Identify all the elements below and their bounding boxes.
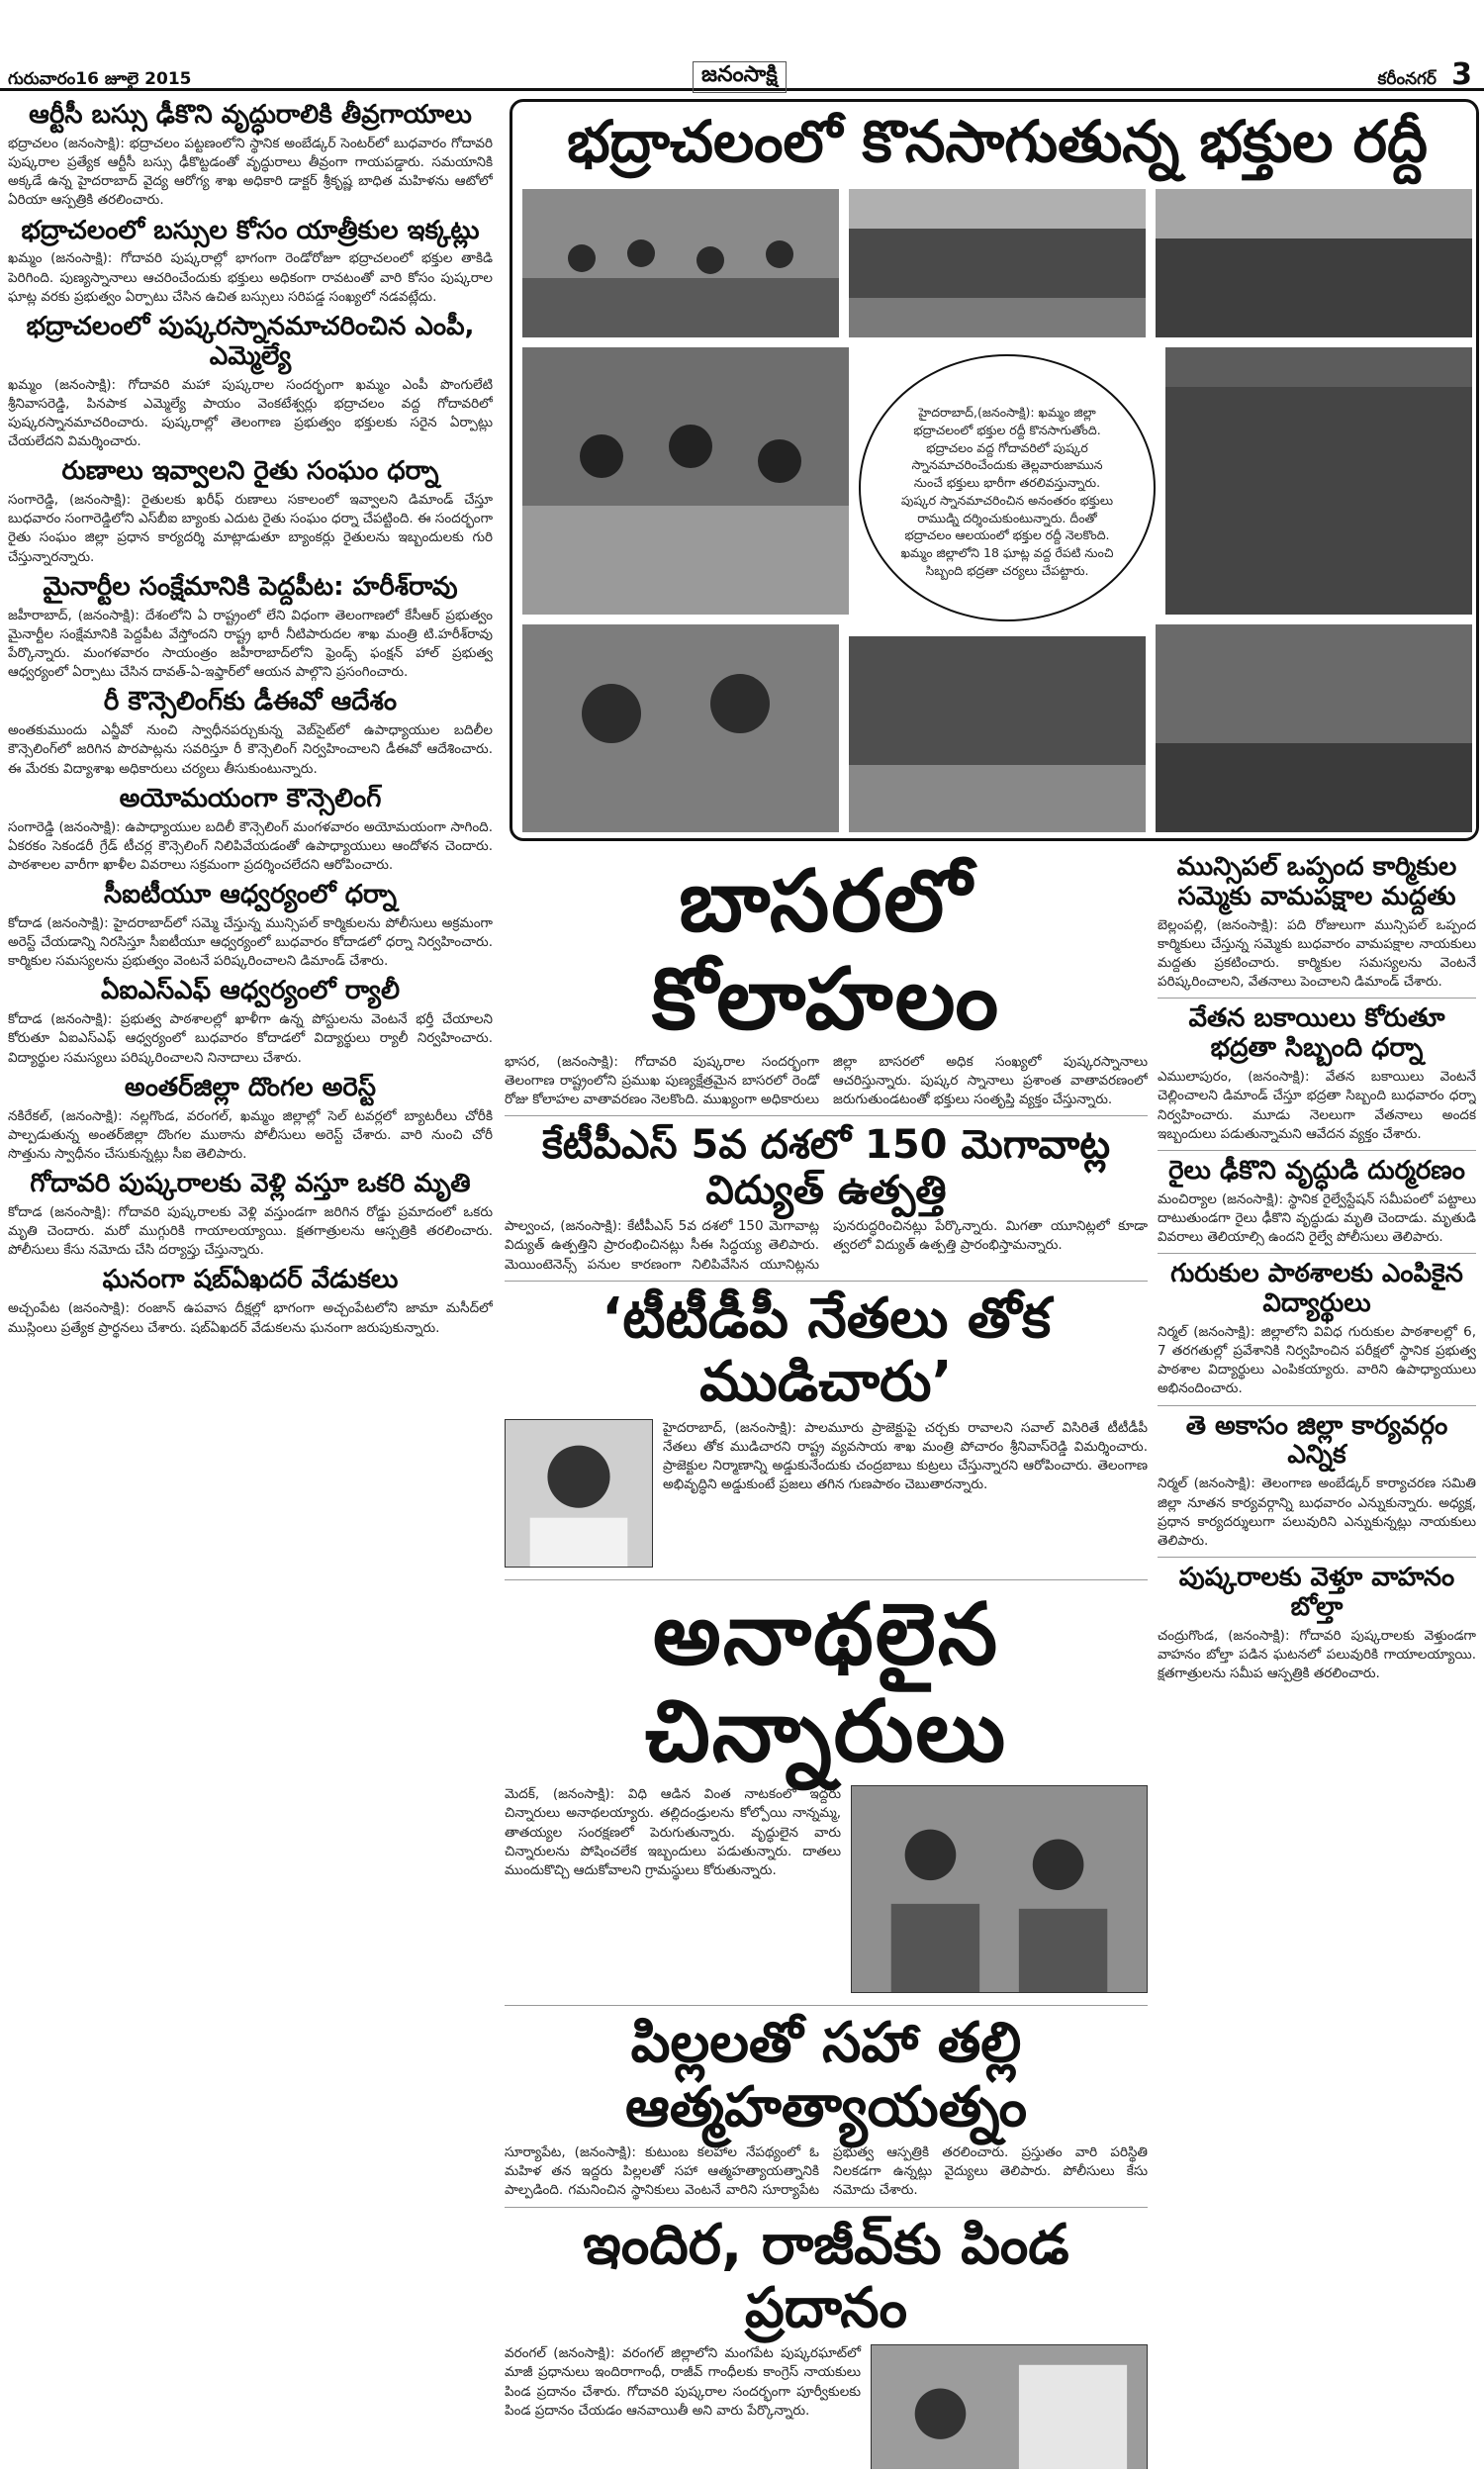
article — [1158, 1004, 1476, 1143]
photo-women-devotees — [522, 624, 839, 832]
photo-crowd-stairs — [1165, 347, 1472, 615]
article-body: భాసర, (జనంసాక్షి): గోదావరి పుష్కరాల సందర్భంగా తెలంగాణ రాష్ట్రంలోని ప్రముఖ పుణ్యక్షేత్రమైన బాసరలో రెండో రోజు కోలాహల వాతావరణం నెలకొంది. ముఖ్యంగా అధికారులు జిల్లా బాసరలో అధిక సంఖ్యలో పుష్కరస్నానాలు ఆచరిస్తున్నారు. పుష్కర స్నానాలు ప్రశాంత వాతావరణంలో జరుగుతుండటంతో భక్తులు సంతృప్తి వ్యక్తం చేస్తున్నారు. — [505, 1053, 1148, 1108]
article-headline: ఇందిర, రాజీవ్‌కు పిండ ప్రదానం — [583, 2212, 1069, 2340]
article-body: వరంగల్ (జనంసాక్షి): వరంగల్ జిల్లాలోని మంగపేట పుష్కరఘాట్‌లో మాజీ ప్రధానులు ఇందిరాగాంధీ, రాజీవ్ గాంధీలకు కాంగ్రెస్ నాయకులు పిండ ప్రదానం చేశారు. గోదావరి పుష్కరాల సందర్భంగా పూర్వీకులకు పిండ ప్రదానం చేయడం ఆనవాయితీ అని వారు పేర్కొన్నారు. — [505, 2345, 861, 2419]
article-body: కోదాడ (జనంసాక్షి): ప్రభుత్వ పాఠశాలల్లో ఖాళీగా ఉన్న పోస్టులను వెంటనే భర్తీ చేయాలని కోరుతూ ఏఐఎస్ఎఫ్ ఆధ్వర్యంలో బుధవారం కోదాడలో విద్యార్థులు ర్యాలీ నిర్వహించారు. విద్యార్థుల సమస్యలు పరిష్కరించాలని నినాదాలు చేశారు. — [8, 1011, 493, 1066]
article-headline: రీ కౌన్సెలింగ్‌కు డీఈవో ఆదేశం — [103, 687, 398, 717]
article-headline: సీఐటీయూ ఆధ్వర్యంలో ధర్నా — [104, 880, 397, 910]
article-body: భద్రాచలం (జనంసాక్షి): భద్రాచలం పట్టణంలోని స్థానిక అంబేడ్కర్ సెంటర్‌లో బుధవారం గోదావరి పుష్కరాల ప్రత్యేక ఆర్టీసీ బస్సు ఢీకొట్టడంతో వృద్ధురాలు తీవ్రంగా గాయపడ్డారు. సమయానికి అక్కడే ఉన్న హైదరాబాద్ వైద్య ఆరోగ్య శాఖ అధికారి డాక్టర్ శ్రీకృష్ణ బాధిత మహిళను ఆటోలో ఏరియా ఆస్పత్రికి తరలించారు. — [8, 135, 493, 209]
left-column — [8, 99, 493, 2469]
article — [8, 977, 493, 1067]
article-headline: రుణాలు ఇవ్వాలని రైతు సంఘం ధర్నా — [61, 456, 439, 487]
feature-caption-oval — [859, 354, 1156, 621]
masthead — [0, 0, 1484, 91]
article-headline: గురుకుల పాఠశాలకు ఎంపికైన విద్యార్థులు — [1170, 1259, 1463, 1319]
article-body: అచ్చంపేట (జనంసాక్షి): రంజాన్ ఉపవాస దీక్షల్లో భాగంగా అచ్చంపేటలోని జామా మసీద్‌లో ముస్లింలు ప్రత్యేక ప్రార్థనలు చేశారు. షబ్‌ఏఖదర్ వేడుకలను ఘనంగా జరుపుకున్నారు. — [8, 1300, 493, 1336]
article-headline: పిల్లలతో సహా తల్లి ఆత్మహత్యాయత్నం — [625, 2011, 1027, 2140]
feature-photo-box — [510, 99, 1479, 841]
article — [8, 1266, 493, 1337]
article-body: నిర్మల్ (జనంసాక్షి): జిల్లాలోని వివిధ గురుకుల పాఠశాలల్లో 6, 7 తరగతుల్లో ప్రవేశానికి నిర్వహించిన పరీక్షలో స్థానిక ప్రభుత్వ పాఠశాల విద్యార్థులు ఎంపికయ్యారు. వారిని ఉపాధ్యాయులు అభినందించారు. — [1158, 1323, 1476, 1397]
article — [8, 1170, 493, 1260]
divider — [1158, 1150, 1476, 1151]
article-headline: కేటీపీఎస్ 5వ దశలో 150 మెగావాట్ల విద్యుత్ ఉత్పత్తి — [541, 1122, 1111, 1214]
feature-headline: భద్రాచలంలో కొనసాగుతున్న భక్తుల రద్దీ — [567, 108, 1428, 175]
article-headline: అయోమయంగా కౌన్సెలింగ్ — [119, 783, 382, 813]
issue-date: గురువారం16 జూలై 2015 — [8, 69, 192, 89]
article-body: బెల్లంపల్లి, (జనంసాక్షి): పది రోజులుగా మున్సిపల్ ఒప్పంద కార్మికులు చేస్తున్న సమ్మెకు బుధవారం వామపక్షాల నాయకులు మద్దతు ప్రకటించారు. కార్మికుల సమస్యలను వెంటనే పరిష్కరించాలని, వేతనాలు పెంచాలని డిమాండ్ చేశారు. — [1158, 916, 1476, 991]
article — [1158, 1564, 1476, 1683]
article-body: చంద్రుగొండ, (జనంసాక్షి): గోదావరి పుష్కరాలకు వెళ్తుండగా వాహనం బోల్తా పడిన ఘటనలో పలువురికి గాయాలయ్యాయి. క్షతగాత్రులను సమీప ఆస్పత్రికి తరలించారు. — [1158, 1627, 1476, 1682]
article-body: మంచిర్యాల (జనంసాక్షి): స్థానిక రైల్వేస్టేషన్ సమీపంలో పట్టాలు దాటుతుండగా రైలు ఢీకొని వృద్ధుడు మృతి చెందాడు. మృతుడి వివరాలు తెలియాల్సి ఉందని రైల్వే పోలీసులు తెలిపారు. — [1158, 1190, 1476, 1246]
article — [8, 457, 493, 567]
article-headline: తె అకాసం జిల్లా కార్యవర్గం ఎన్నిక — [1185, 1410, 1448, 1471]
divider — [1158, 1557, 1476, 1558]
article — [8, 101, 493, 211]
article — [8, 217, 493, 307]
article-headline: రైలు ఢీకొని వృద్ధుడి దుర్మరణం — [1168, 1155, 1465, 1186]
article-body: నిర్మల్ (జనంసాక్షి): తెలంగాణ అంబేడ్కర్ కార్యాచరణ సమితి జిల్లా నూతన కార్యవర్గాన్ని బుధవారం ఎన్నుకున్నారు. అధ్యక్ష, ప్రధాన కార్యదర్శులుగా పలువురిని ఎన్నుకున్నట్లు నాయకులు తెలిపారు. — [1158, 1475, 1476, 1549]
article-body: జహీరాబాద్, (జనంసాక్షి): దేశంలోని ఏ రాష్ట్రంలో లేని విధంగా తెలంగాణలో కేసీఆర్ ప్రభుత్వం మైనార్టీల సంక్షేమానికి పెద్దపీట వేస్తోందని రాష్ట్ర భారీ నీటిపారుదల శాఖ మంత్రి టి.హరీశ్‌రావు పేర్కొన్నారు. మంగళవారం సాయంత్రం జహీరాబాద్‌లోని ఫ్రెండ్స్ ఫంక్షన్ హాల్ ప్రభుత్వ ఆధ్వర్యంలో ఏర్పాటు చేసిన దావత్-ఏ-ఇఫ్తార్‌లో ఆయన పాల్గొని ప్రసంగించారు. — [8, 607, 493, 681]
middle-column — [505, 851, 1148, 2469]
article-body: కోదాడ (జనంసాక్షి): హైదరాబాద్‌లో సమ్మె చేస్తున్న మున్సిపల్ కార్మికులను పోలీసులు అక్రమంగా అరెస్ట్ చేయడాన్ని నిరసిస్తూ సీఐటీయూ ఆధ్వర్యంలో బుధవారం కోదాడలో ధర్నా నిర్వహించారు. కార్మికుల సమస్యలను ప్రభుత్వం వెంటనే పరిష్కరించాలని డిమాండ్ చేశారు. — [8, 914, 493, 970]
article — [1158, 853, 1476, 992]
photo-pilgrims — [1156, 624, 1472, 832]
photo-orphan-children — [851, 1785, 1148, 1993]
article-headline: మైనార్టీల సంక్షేమానికి పెద్దపీట: హరీశ్‌రావు — [43, 571, 458, 602]
article — [8, 688, 493, 778]
divider — [505, 2005, 1148, 2006]
article-headline: వేతన బకాయిలు కోరుతూ భద్రతా సిబ్బంది ధర్నా — [1188, 1003, 1445, 1064]
article-body: సంగారెడ్డి, (జనంసాక్షి): రైతులకు ఖరీఫ్ రుణాలు సకాలంలో ఇవ్వాలని డిమాండ్ చేస్తూ బుధవారం సంగారెడ్డిలోని ఎస్‌బీఐ బ్యాంకు ఎదుట రైతు సంఘం ధర్నా చేపట్టింది. ఈ సందర్భంగా రైతు సంఘం జిల్లా ప్రధాన కార్యదర్శి మాట్లాడుతూ బ్యాంకర్లు రైతులను ఇబ్బందులకు గురి చేస్తున్నారన్నారు. — [8, 492, 493, 565]
article — [1158, 1157, 1476, 1247]
article — [505, 1122, 1148, 1274]
article — [8, 1074, 493, 1164]
article-body: ఎములాపురం, (జనంసాక్షి): వేతన బకాయిలు వెంటనే చెల్లించాలని డిమాండ్ చేస్తూ భద్రతా సిబ్బంది బుధవారం ధర్నా నిర్వహించారు. మూడు నెలలుగా వేతనాలు అందక ఇబ్బందులు పడుతున్నామని ఆవేదన వ్యక్తం చేశారు. — [1158, 1069, 1476, 1142]
article — [505, 1287, 1148, 1573]
article — [8, 313, 493, 451]
divider — [505, 1579, 1148, 1580]
newspaper-logo: జనంసాక్షి — [693, 61, 787, 93]
article — [8, 881, 493, 971]
article-headline: మున్సిపల్ ఒప్పంద కార్మికుల సమ్మెకు వామపక్షాల మద్దతు — [1176, 852, 1457, 911]
article-headline: అనాథలైన చిన్నారులు — [644, 1584, 1008, 1782]
divider — [505, 1115, 1148, 1116]
photo-pinda-pradanam — [871, 2344, 1148, 2469]
article-body: హైదరాబాద్, (జనంసాక్షి): పాలమూరు ప్రాజెక్టుపై చర్చకు రావాలని సవాల్ విసిరితే టీటీడీపీ నేతలు తోక ముడిచారని రాష్ట్ర వ్యవసాయ శాఖ మంత్రి పోచారం శ్రీనివాస్‌రెడ్డి విమర్శించారు. ప్రాజెక్టుల నిర్మాణాన్ని అడ్డుకునేందుకు చంద్రబాబు కుట్రలు చేస్తున్నారని ఆరోపించారు. తెలంగాణ అభివృద్ధిని అడ్డుకుంటే ప్రజలు తగిన గుణపాఠం చెబుతారన్నారు. — [663, 1419, 1148, 1492]
article — [8, 785, 493, 875]
article-headline: అంతర్‌జిల్లా దొంగల అరెస్ట్ — [124, 1072, 377, 1102]
article-body: ఖమ్మం (జనంసాక్షి): గోదావరి మహా పుష్కరాల సందర్భంగా ఖమ్మం ఎంపీ పొంగులేటి శ్రీనివాసరెడ్డి, పినపాక ఎమ్మెల్యే పాయం వెంకటేశ్వర్లు భద్రాచలం వద్ద గోదావరిలో పుష్కరస్నానమాచరించారు. పుష్కరాల్లో తెలంగాణ ప్రభుత్వం భక్తులకు సరైన ఏర్పాట్లు చేయలేదని విమర్శించారు. — [8, 376, 493, 450]
article-headline: ఘనంగా షబ్‌ఏఖదర్ వేడుకలు — [102, 1265, 399, 1295]
photo-rituals — [522, 347, 849, 615]
divider — [1158, 1253, 1476, 1254]
article — [505, 1586, 1148, 2000]
photo-politician — [505, 1419, 653, 1568]
article-headline: బాసరలో కోలాహలం — [651, 852, 1001, 1049]
article — [505, 2214, 1148, 2469]
right-column — [1158, 851, 1476, 2469]
photo-river-crowd — [849, 189, 1146, 337]
divider — [505, 1281, 1148, 1282]
article — [8, 573, 493, 683]
article-body: కోదాడ (జనంసాక్షి): గోదావరి పుష్కరాలకు వెళ్లి వస్తుండగా జరిగిన రోడ్డు ప్రమాదంలో ఒకరు మృతి చెందారు. మరో ముగ్గురికి గాయాలయ్యాయి. క్షతగాత్రులను ఆస్పత్రికి తరలించారు. పోలీసులు కేసు నమోదు చేసి దర్యాప్తు చేస్తున్నారు. — [8, 1204, 493, 1259]
photo-bathing-crowd — [849, 636, 1146, 832]
divider — [505, 2207, 1148, 2208]
article-headline: పుష్కరాలకు వెళ్తూ వాహనం బోల్తా — [1178, 1562, 1455, 1622]
article-headline: ‘టీటీడీపీ నేతలు తోక ముడిచారు’ — [601, 1285, 1052, 1415]
article-body: సంగారెడ్డి (జనంసాక్షి): ఉపాధ్యాయుల బదిలీ కౌన్సెలింగ్ మంగళవారం అయోమయంగా సాగింది. ఏకరకం సెకండరీ గ్రేడ్ టీచర్ల కౌన్సెలింగ్ నిలిపివేయడంతో ఉపాధ్యాయులు ఆందోళన చెందారు. పాఠశాలల వారీగా ఖాళీల వివరాలు సక్రమంగా ప్రదర్శించలేదని ఆరోపించారు. — [8, 818, 493, 873]
article-headline: ఆర్టీసీ బస్సు ఢీకొని వృద్ధురాలికి తీవ్రగాయాలు — [29, 100, 472, 130]
article-body: సూర్యాపేట, (జనంసాక్షి): కుటుంబ కలహాల నేపథ్యంలో ఓ మహిళ తన ఇద్దరు పిల్లలతో సహా ఆత్మహత్యాయత్నానికి పాల్పడింది. గమనించిన స్థానికులు వెంటనే వారిని సూర్యాపేట ప్రభుత్వ ఆస్పత్రికి తరలించారు. ప్రస్తుతం వారి పరిస్థితి నిలకడగా ఉన్నట్లు వైద్యులు తెలిపారు. పోలీసులు కేసు నమోదు చేశారు. — [505, 2144, 1148, 2199]
feature-caption-text: హైదరాబాద్,(జనంసాక్షి): ఖమ్మం జిల్లా భద్రాచలంలో భక్తుల రద్దీ కొనసాగుతోంది. భద్రాచలం వద్ద గోదావరిలో పుష్కర స్నానమాచరించేందుకు తెల్లవారుజామున నుంచే భక్తులు భారీగా తరలివస్తున్నారు. పుష్కర స్నానమాచరించిన అనంతరం భక్తులు రాముడ్ని దర్శించుకుంటున్నారు. దీంతో భద్రాచలం ఆలయంలో భక్తుల రద్దీ నెలకొంది. ఖమ్మం జిల్లాలోని 18 ఘాట్ల వద్ద రేపటి నుంచి సిబ్బంది భద్రతా చర్యలు చేపట్టారు. — [900, 405, 1114, 578]
article-body: మెదక్, (జనంసాక్షి): విధి ఆడిన వింత నాటకంలో ఇద్దరు చిన్నారులు అనాథలయ్యారు. తల్లిదండ్రులను కోల్పోయి నాన్నమ్మ, తాతయ్యల సంరక్షణలో పెరుగుతున్నారు. వృద్ధులైన వారు చిన్నారులను పోషించలేక ఇబ్బందులు పడుతున్నారు. దాతలు ముందుకొచ్చి ఆదుకోవాలని గ్రామస్థులు కోరుతున్నారు. — [505, 1786, 841, 1878]
article — [505, 853, 1148, 1109]
article-headline: భద్రాచలంలో పుష్కరస్నానమాచరించిన ఎంపీ, ఎమ్మెల్యే — [26, 311, 475, 371]
article-headline: భద్రాచలంలో బస్సుల కోసం యాత్రీకుల ఇక్కట్లు — [21, 215, 480, 245]
divider — [1158, 1405, 1476, 1406]
divider — [1158, 998, 1476, 999]
article-body: నకిరేకల్, (జనంసాక్షి): నల్లగొండ, వరంగల్, ఖమ్మం జిల్లాల్లో సెల్ టవర్లలో బ్యాటరీలు చోరీకి పాల్పడుతున్న అంతర్‌జిల్లా దొంగల ముఠాను పోలీసులు అరెస్ట్ చేశారు. వారి నుంచి చోరీ సొత్తును స్వాధీనం చేసుకున్నట్లు సీఐ తెలిపారు. — [8, 1107, 493, 1162]
page-number: 3 — [1451, 57, 1472, 92]
edition-location: కరీంనగర్ — [1377, 69, 1437, 89]
article — [1158, 1260, 1476, 1398]
article-headline: ఏఐఎస్ఎఫ్ ఆధ్వర్యంలో ర్యాలీ — [100, 976, 401, 1006]
article-body: ఖమ్మం (జనంసాక్షి): గోదావరి పుష్కరాల్లో భాగంగా రెండోరోజూ భద్రాచలంలో భక్తుల తాకిడి పెరిగింది. పుణ్యస్నానాలు ఆచరించేందుకు భక్తులు అధికంగా రావటంతో వారి కోసం పుష్కరాల ఘాట్ల వరకు ప్రభుత్వం ఏర్పాటు చేసిన ఉచిత బస్సులు సరిపడ్డ సంఖ్యలో నడవట్లేదు. — [8, 250, 493, 305]
photo-devotees-bathing — [522, 189, 839, 337]
article-body: పాల్వంచ, (జనంసాక్షి): కేటీపీఎస్ 5వ దశలో 150 మెగావాట్ల విద్యుత్ ఉత్పత్తిని ప్రారంభించినట్లు సీఈ సిద్ధయ్య తెలిపారు. మెయింటెనెన్స్ పనుల కారణంగా నిలిపివేసిన యూనిట్లను పునరుద్ధరించినట్లు పేర్కొన్నారు. మిగతా యూనిట్లలో కూడా త్వరలో విద్యుత్ ఉత్పత్తి ప్రారంభిస్తామన్నారు. — [505, 1218, 1148, 1273]
article-headline: గోదావరి పుష్కరాలకు వెళ్లి వస్తూ ఒకరి మృతి — [30, 1169, 471, 1199]
article — [1158, 1412, 1476, 1551]
article-body: అంతకుముందు ఎన్జీవో నుంచి స్వాధీనపర్చుకున్న వెబ్‌సైట్‌లో ఉపాధ్యాయుల బదిలీల కౌన్సెలింగ్‌లో జరిగిన పొరపాట్లను సవరిస్తూ రీ కౌన్సెలింగ్ నిర్వహించాలని డీఈవో ఆదేశించారు. ఈ మేరకు విద్యాశాఖ అధికారులు చర్యలు తీసుకుంటున్నారు. — [8, 722, 493, 777]
photo-ghat-crowd — [1156, 189, 1472, 337]
article — [505, 2012, 1148, 2200]
